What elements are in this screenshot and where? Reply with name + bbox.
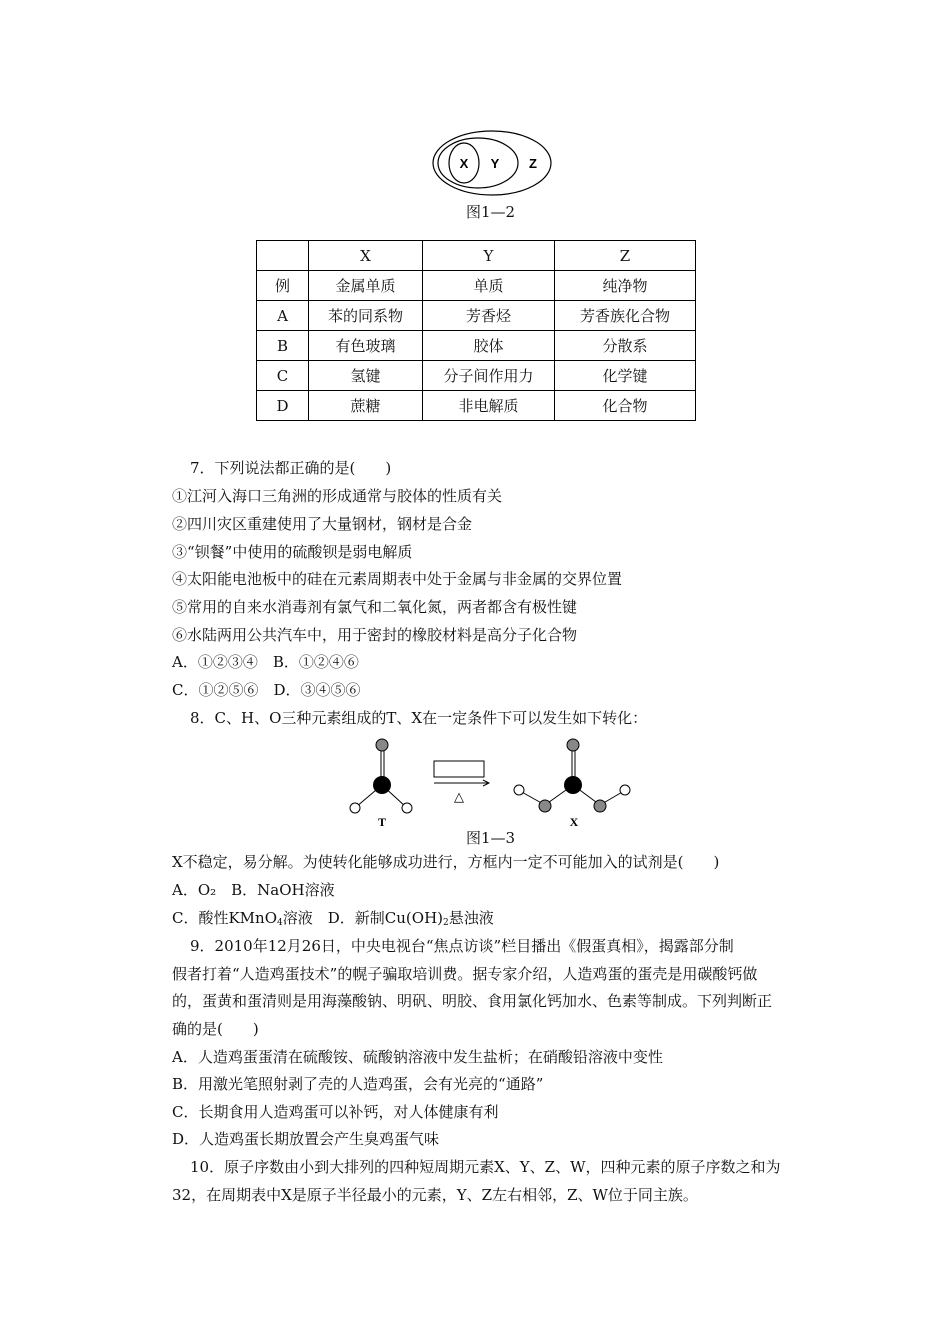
- q9-line: 假者打着“人造鸡蛋技术”的幌子骗取培训费。据专家介绍，人造鸡蛋的蛋壳是用碳酸钙做: [172, 965, 758, 983]
- table-cell: B: [257, 331, 309, 361]
- q9-line: 的，蛋黄和蛋清则是用海藻酸钠、明矾、明胶、食用氯化钙加水、色素等制成。下列判断正: [172, 992, 773, 1010]
- table-cell: 金属单质: [309, 271, 423, 301]
- q9-option: C．长期食用人造鸡蛋可以补钙，对人体健康有利: [172, 1103, 499, 1121]
- table-cell: 纯净物: [555, 271, 696, 301]
- table-header-row: [257, 241, 696, 271]
- set-x-label: X: [459, 156, 469, 171]
- molecule-t-icon: [350, 739, 412, 813]
- q8-option: A．O₂ B．NaOH溶液: [172, 881, 335, 899]
- molecule-x-icon: [514, 739, 630, 812]
- table-cell: 分散系: [555, 331, 696, 361]
- q7-item: ④太阳能电池板中的硅在元素周期表中处于金属与非金属的交界位置: [172, 570, 623, 588]
- table-cell: 非电解质: [423, 391, 555, 421]
- table-cell: 有色玻璃: [309, 331, 423, 361]
- q8-option: [172, 908, 494, 933]
- table-cell: 例: [257, 271, 309, 301]
- table-cell: 蔗糖: [309, 391, 423, 421]
- q7-item: ③“钡餐”中使用的硫酸钡是弱电解质: [172, 543, 413, 561]
- set-z-label: Z: [529, 156, 537, 171]
- table-cell: 胶体: [423, 331, 555, 361]
- table-header-cell: Y: [423, 241, 555, 271]
- q8-option-c-mid: 溶液 D．新制Cu(OH): [282, 909, 443, 927]
- table-row: [257, 301, 696, 331]
- q9-option: B．用激光笔照射剥了壳的人造鸡蛋，会有光亮的“通路”: [172, 1075, 544, 1093]
- figure-1-3-caption: 图1—3: [466, 829, 516, 847]
- table-cell: 苯的同系物: [309, 301, 423, 331]
- table-cell: 氢键: [309, 361, 423, 391]
- table-cell: 化合物: [555, 391, 696, 421]
- classification-table: [256, 240, 696, 421]
- figure-nested-sets: [430, 128, 554, 198]
- q7-item: ⑤常用的自来水消毒剂有氯气和二氧化氮，两者都含有极性键: [172, 598, 578, 616]
- table-cell: 化学键: [555, 361, 696, 391]
- q8-option-c-prefix: C．酸性KMnO: [172, 909, 278, 927]
- q7-option: A．①②③④ B．①②④⑥: [172, 653, 359, 671]
- table-cell: A: [257, 301, 309, 331]
- q9-option: A．人造鸡蛋蛋清在硫酸铵、硫酸钠溶液中发生盐析；在硝酸铅溶液中变性: [172, 1048, 663, 1066]
- table-header-cell: [257, 241, 309, 271]
- set-y-label: Y: [490, 156, 500, 171]
- q9-line: 9．2010年12月26日，中央电视台“焦点访谈”栏目播出《假蛋真相》，揭露部分制: [190, 937, 734, 955]
- q8-option-c-sub: 4: [277, 918, 283, 928]
- q9-option: D．人造鸡蛋长期放置会产生臭鸡蛋气味: [172, 1130, 440, 1148]
- molecule-t-label: T: [377, 815, 387, 827]
- table-cell: C: [257, 361, 309, 391]
- table-cell: 芳香烃: [423, 301, 555, 331]
- table-row: [257, 271, 696, 301]
- q7-item: ①江河入海口三角洲的形成通常与胶体的性质有关: [172, 487, 503, 505]
- q10-line: 10．原子序数由小到大排列的四种短周期元素X、Y、Z、W，四种元素的原子序数之和为: [190, 1158, 781, 1176]
- figure-1-2-caption: 图1—2: [466, 203, 516, 221]
- heat-symbol: △: [454, 790, 464, 805]
- molecule-x-label: X: [569, 815, 579, 827]
- q8-stem: 8．C、H、O三种元素组成的T、X在一定条件下可以发生如下转化：: [190, 709, 648, 727]
- set-y-ellipse: [438, 138, 518, 188]
- table-row: [257, 361, 696, 391]
- q7-option: C．①②⑤⑥ D．③④⑤⑥: [172, 681, 361, 699]
- q9-line: 确的是( ): [172, 1020, 259, 1038]
- table-header-cell: Z: [555, 241, 696, 271]
- q8-option-c-sub2: 2: [443, 918, 449, 928]
- table-cell: D: [257, 391, 309, 421]
- table-cell: 分子间作用力: [423, 361, 555, 391]
- q7-item: ②四川灾区重建使用了大量钢材，钢材是合金: [172, 515, 473, 533]
- table-cell: 单质: [423, 271, 555, 301]
- table-row: [257, 391, 696, 421]
- q8-option-c-end: 悬浊液: [448, 909, 494, 927]
- reagent-box: [434, 761, 484, 777]
- table-header-cell: X: [309, 241, 423, 271]
- q7-stem: 7．下列说法都正确的是( ): [190, 459, 392, 477]
- table-cell: 芳香族化合物: [555, 301, 696, 331]
- table-row: [257, 331, 696, 361]
- q8-text: X不稳定，易分解。为使转化能够成功进行，方框内一定不可能加入的试剂是( ): [172, 853, 720, 871]
- figure-molecule-conversion: [340, 735, 640, 827]
- q10-line: 32，在周期表中X是原子半径最小的元素，Y、Z左右相邻，Z、W位于同主族。: [172, 1186, 698, 1204]
- q7-item: ⑥水陆两用公共汽车中，用于密封的橡胶材料是高分子化合物: [172, 626, 578, 644]
